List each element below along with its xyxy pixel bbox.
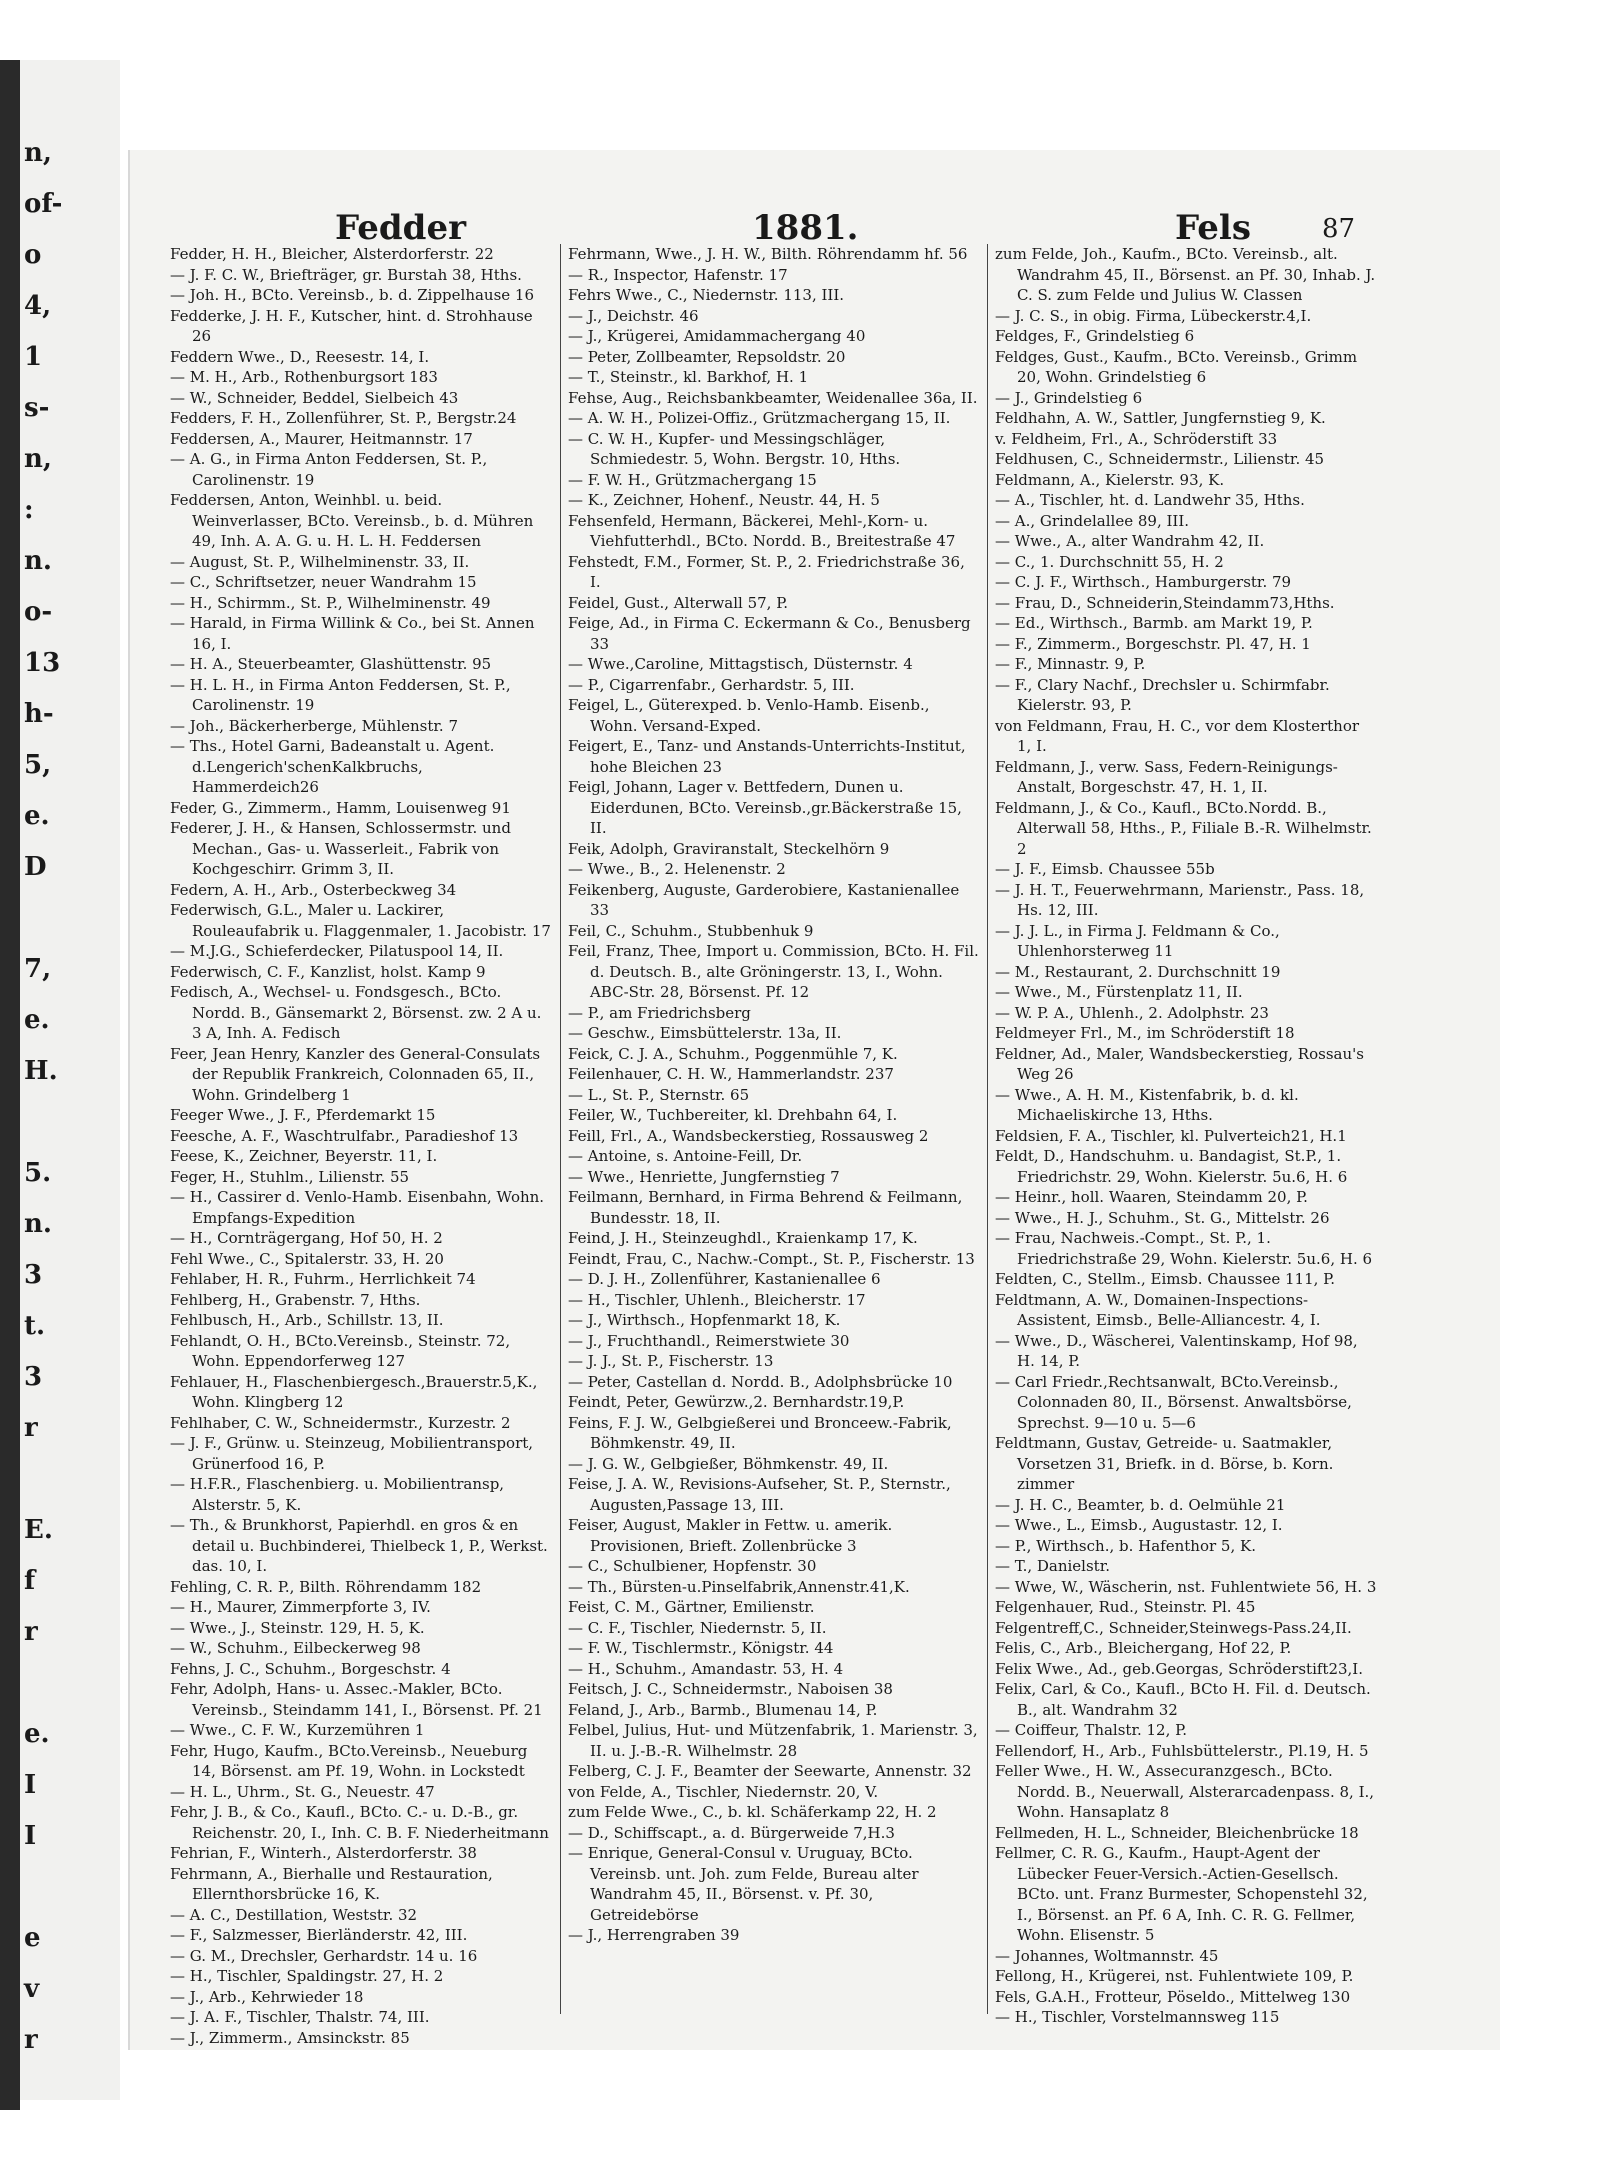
directory-entry: Feick, C. J. A., Schuhm., Poggenmühle 7, K. (568, 1044, 898, 1063)
previous-page-fragment: D (24, 852, 47, 882)
header-year: 1881. (752, 208, 859, 248)
directory-entry: Fehsenfeld, Hermann, Bäckerei, Mehl-,Korn- u. Viehfutterhdl., BCto. Nordd. B., Breitestraße 47 (568, 511, 956, 550)
previous-page-fragment: 7, (24, 954, 52, 984)
directory-entry: — J., Krügerei, Amidammachergang 40 (568, 327, 866, 345)
directory-entry: — Th., & Brunkhorst, Papierhdl. en gros & en detail u. Buchbinderei, Thielbeck 1, P., Werkst. das. 10, I. (170, 1516, 548, 1575)
header-right-word: Fels (1175, 208, 1251, 248)
directory-entry: — J., Grindelstieg 6 (995, 388, 1143, 407)
directory-entry: Fellmer, C. R. G., Kaufm., Haupt-Agent der Lübecker Feuer-Versich.-Actien-Gesellsch. BCto. unt. Franz Burmester, Schopenstehl 32, I., Börsenst. an Pf. 6 A, Inh. C. R. G. Fellmer, Wohn. Elisenstr. 5 (995, 1844, 1368, 1944)
directory-entry: Fedderke, J. H. F., Kutscher, hint. d. Strohhause 26 (170, 306, 533, 345)
directory-entry: — H.F.R., Flaschenbierg. u. Mobilientransp, Alsterstr. 5, K. (170, 1475, 505, 1514)
directory-entry: — H., Schuhm., Amandastr. 53, H. 4 (568, 1659, 844, 1678)
directory-entry: — F. W., Tischlermstr., Königstr. 44 (568, 1639, 834, 1657)
directory-entry: Federwisch, C. F., Kanzlist, holst. Kamp 9 (170, 962, 486, 981)
directory-entry: — Ed., Wirthsch., Barmb. am Markt 19, P. (995, 614, 1313, 632)
directory-entry: — H. L. H., in Firma Anton Feddersen, St. P., Carolinenstr. 19 (170, 675, 511, 714)
directory-entry: — Carl Friedr.,Rechtsanwalt, BCto.Vereinsb., Colonnaden 80, II., Börsenst. Anwaltsbörse, Sprechst. 9—10 u. 5—6 (995, 1372, 1352, 1432)
previous-page-fragment: r (24, 1617, 38, 1647)
directory-entry: — J. F. C. W., Briefträger, gr. Burstah 38, Hths. (170, 265, 522, 284)
directory-entry: — Wwe.,Caroline, Mittagstisch, Düsternstr. 4 (568, 655, 913, 673)
directory-entry: — W., Schneider, Beddel, Sielbeich 43 (170, 388, 459, 407)
directory-entry: — J. A. F., Tischler, Thalstr. 74, III. (170, 2008, 430, 2026)
previous-page-fragment: t. (24, 1311, 46, 1341)
directory-entry: — Heinr., holl. Waaren, Steindamm 20, P. (995, 1188, 1308, 1206)
directory-entry: Fehstedt, F.M., Former, St. P., 2. Friedrichstraße 36, I. (568, 552, 965, 591)
directory-entry: Felgentreff,C., Schneider,Steinwegs-Pass.24,II. (995, 1618, 1352, 1637)
directory-entry: Feldten, C., Stellm., Eimsb. Chaussee 111, P. (995, 1270, 1335, 1288)
previous-page-fragment: f (24, 1566, 36, 1596)
previous-page-fragment: e. (24, 801, 50, 831)
directory-entry: Feldmeyer Frl., M., im Schröderstift 18 (995, 1024, 1295, 1042)
directory-entry: Fehlhaber, C. W., Schneidermstr., Kurzestr. 2 (170, 1413, 511, 1432)
directory-entry: — H., Cassirer d. Venlo-Hamb. Eisenbahn, Wohn. Empfangs-Expedition (170, 1188, 545, 1227)
previous-page-fragment: o- (24, 597, 53, 627)
directory-entry: von Feldmann, Frau, H. C., vor dem Klosterthor 1, I. (995, 716, 1360, 755)
directory-entry: Fehrian, F., Winterh., Alsterdorferstr. 38 (170, 1844, 477, 1862)
directory-entry: — M. H., Arb., Rothenburgsort 183 (170, 368, 438, 386)
directory-entry: — Coiffeur, Thalstr. 12, P. (995, 1721, 1187, 1739)
directory-entry: Fellong, H., Krügerei, nst. Fuhlentwiete 109, P. (995, 1967, 1354, 1985)
previous-page-fragment: r (24, 1413, 38, 1443)
directory-entry: Feller Wwe., H. W., Assecuranzgesch., BCto. Nordd. B., Neuerwall, Alsterarcadenpass. 8, I., Wohn. Hansaplatz 8 (995, 1762, 1375, 1821)
directory-entry: — J., Wirthsch., Hopfenmarkt 18, K. (568, 1311, 841, 1329)
directory-entry: — C. W. H., Kupfer- und Messingschläger, Schmiedestr. 5, Wohn. Bergstr. 10, Hths. (568, 429, 901, 468)
directory-entry: — P., Wirthsch., b. Hafenthor 5, K. (995, 1536, 1256, 1555)
directory-entry: — Wwe., A., alter Wandrahm 42, II. (995, 532, 1265, 550)
directory-entry: — H., Tischler, Vorstelmannsweg 115 (995, 2008, 1280, 2026)
directory-entry: — Wwe., J., Steinstr. 129, H. 5, K. (170, 1618, 425, 1637)
directory-entry: Fehlberg, H., Grabenstr. 7, Hths. (170, 1290, 421, 1309)
directory-entry: zum Felde Wwe., C., b. kl. Schäferkamp 22, H. 2 (568, 1803, 937, 1821)
directory-entry: — Peter, Zollbeamter, Repsoldstr. 20 (568, 347, 846, 366)
directory-entry: Fehlaber, H. R., Fuhrm., Herrlichkeit 74 (170, 1270, 476, 1288)
directory-entry: Feins, F. J. W., Gelbgießerei und Bronceew.-Fabrik, Böhmkenstr. 49, II. (568, 1413, 952, 1452)
previous-page-fragment: 13 (24, 648, 61, 678)
directory-entry: Feikenberg, Auguste, Garderobiere, Kastanienallee 33 (568, 880, 960, 919)
directory-entry: — Antoine, s. Antoine-Feill, Dr. (568, 1147, 803, 1165)
directory-entry: — Wwe., A. H. M., Kistenfabrik, b. d. kl. Michaeliskirche 13, Hths. (995, 1085, 1299, 1124)
directory-entry: Feill, Frl., A., Wandsbeckerstieg, Rossausweg 2 (568, 1126, 929, 1145)
directory-entry: Feldt, D., Handschuhm. u. Bandagist, St.P., 1. Friedrichstr. 29, Wohn. Kielerstr. 5u.6, H. 6 (995, 1147, 1348, 1186)
directory-entry: Feldtmann, A. W., Domainen-Inspections-Assistent, Eimsb., Belle-Alliancestr. 4, I. (995, 1290, 1321, 1329)
directory-entry: Feind, J. H., Steinzeughdl., Kraienkamp 17, K. (568, 1229, 918, 1247)
directory-entry: — C., 1. Durchschnitt 55, H. 2 (995, 552, 1224, 571)
directory-entry: Fehrmann, Wwe., J. H. W., Bilth. Röhrendamm hf. 56 (568, 245, 968, 263)
directory-entry: Feer, Jean Henry, Kanzler des General-Consulats der Republik Frankreich, Colonnaden 65, II., Wohn. Grindelberg 1 (170, 1044, 541, 1104)
previous-page-fragment: 5, (24, 750, 52, 780)
directory-entry: — Ths., Hotel Garni, Badeanstalt u. Agent. d.Lengerich'schenKalkbruchs, Hammerdeich26 (170, 737, 495, 796)
directory-entry: Felis, C., Arb., Bleichergang, Hof 22, P. (995, 1639, 1292, 1657)
directory-entry: Fedders, F. H., Zollenführer, St. P., Bergstr.24 (170, 409, 517, 427)
binding-shadow (0, 60, 20, 2110)
directory-entry: Feise, J. A. W., Revisions-Aufseher, St. P., Sternstr., Augusten,Passage 13, III. (568, 1475, 951, 1514)
directory-entry: — August, St. P., Wilhelminenstr. 33, II. (170, 552, 470, 571)
directory-entry: — A., Grindelallee 89, III. (995, 511, 1190, 530)
directory-entry: Feeger Wwe., J. F., Pferdemarkt 15 (170, 1106, 436, 1124)
directory-entry: Feil, C., Schuhm., Stubbenhuk 9 (568, 921, 814, 940)
directory-entry: Felberg, C. J. F., Beamter der Seewarte, Annenstr. 32 (568, 1762, 972, 1780)
directory-entry: Fehlandt, O. H., BCto.Vereinsb., Steinstr. 72, Wohn. Eppendorferweg 127 (170, 1331, 511, 1370)
directory-entry: Feigl, Johann, Lager v. Bettfedern, Dunen u. Eiderdunen, BCto. Vereinsb.,gr.Bäckerstraße 15, II. (568, 778, 962, 837)
directory-entry: Feldmann, A., Kielerstr. 93, K. (995, 470, 1225, 489)
directory-entry: Felbel, Julius, Hut- und Mützenfabrik, 1. Marienstr. 3, II. u. J.-B.-R. Wilhelmstr. 28 (568, 1721, 978, 1760)
directory-entry: Fedisch, A., Wechsel- u. Fondsgesch., BCto. Nordd. B., Gänsemarkt 2, Börsenst. zw. 2 A u. 3 A, Inh. A. Fedisch (170, 983, 542, 1042)
directory-entry: Fehlauer, H., Flaschenbiergesch.,Brauerstr.5,K., Wohn. Klingberg 12 (170, 1372, 538, 1411)
previous-page-fragment: : (24, 495, 34, 525)
directory-entry: Feidel, Gust., Alterwall 57, P. (568, 593, 789, 612)
column-2 (568, 244, 980, 2024)
previous-page-fragment: h- (24, 699, 54, 729)
directory-entry: — J. H. T., Feuerwehrmann, Marienstr., Pass. 18, Hs. 12, III. (995, 880, 1365, 919)
directory-entry: — A. C., Destillation, Weststr. 32 (170, 1905, 418, 1924)
directory-entry: Feik, Adolph, Graviranstalt, Steckelhörn 9 (568, 839, 890, 858)
directory-entry: — K., Zeichner, Hohenf., Neustr. 44, H. 5 (568, 491, 880, 509)
previous-page-fragment: E. (24, 1515, 53, 1545)
directory-entry: Fehling, C. R. P., Bilth. Röhrendamm 182 (170, 1577, 482, 1596)
previous-page-fragment: n, (24, 444, 52, 474)
previous-page-fragment: I (24, 1770, 37, 1800)
directory-entry: Feiler, W., Tuchbereiter, kl. Drehbahn 64, I. (568, 1106, 898, 1124)
previous-page-fragment: 3 (24, 1260, 43, 1290)
previous-page-fragment: n. (24, 546, 52, 576)
previous-page-fragment: e. (24, 1719, 50, 1749)
directory-entry: — Wwe, W., Wäscherin, nst. Fuhlentwiete 56, H. 3 (995, 1577, 1377, 1596)
directory-entry: Fehrmann, A., Bierhalle und Restauration, Ellernthorsbrücke 16, K. (170, 1864, 493, 1903)
directory-entry: — W. P. A., Uhlenh., 2. Adolphstr. 23 (995, 1003, 1269, 1022)
directory-entry: — Joh. H., BCto. Vereinsb., b. d. Zippelhause 16 (170, 286, 535, 304)
previous-page-fragment: e. (24, 1005, 50, 1035)
directory-entry: — C., Schriftsetzer, neuer Wandrahm 15 (170, 573, 477, 591)
directory-entry: Feland, J., Arb., Barmb., Blumenau 14, P. (568, 1700, 878, 1719)
directory-entry: von Felde, A., Tischler, Niedernstr. 20, V. (568, 1782, 879, 1801)
previous-page-fragment: r (24, 2025, 38, 2055)
directory-entry: — H. L., Uhrm., St. G., Neuestr. 47 (170, 1782, 435, 1801)
directory-entry: Federer, J. H., & Hansen, Schlossermstr. und Mechan., Gas- u. Wasserleit., Fabrik von Kochgeschirr. Grimm 3, II. (170, 819, 511, 878)
column-1 (170, 244, 552, 2047)
directory-entry: Fehr, Hugo, Kaufm., BCto.Vereinsb., Neueburg 14, Börsenst. am Pf. 19, Wohn. in Lockstedt (170, 1741, 528, 1780)
directory-entry: — D. J. H., Zollenführer, Kastanienallee 6 (568, 1270, 881, 1288)
directory-entry: Fellendorf, H., Arb., Fuhlsbüttelerstr., Pl.19, H. 5 (995, 1741, 1369, 1760)
directory-entry: — D., Schiffscapt., a. d. Bürgerweide 7,H.3 (568, 1823, 895, 1842)
previous-page-fragment: 3 (24, 1362, 43, 1392)
directory-entry: — J. F., Grünw. u. Steinzeug, Mobilientransport, Grünerfood 16, P. (170, 1434, 534, 1473)
directory-entry: — F. W. H., Grützmachergang 15 (568, 470, 817, 489)
directory-entry: Feigel, L., Güterexped. b. Venlo-Hamb. Eisenb., Wohn. Versand-Exped. (568, 696, 930, 735)
directory-entry: — A., Tischler, ht. d. Landwehr 35, Hths. (995, 491, 1305, 509)
directory-entry: Fehrs Wwe., C., Niedernstr. 113, III. (568, 286, 845, 304)
directory-entry: Felgenhauer, Rud., Steinstr. Pl. 45 (995, 1598, 1256, 1616)
directory-entry: — Joh., Bäckerherberge, Mühlenstr. 7 (170, 716, 458, 735)
directory-entry: Felix Wwe., Ad., geb.Georgas, Schröderstift23,I. (995, 1659, 1363, 1678)
directory-entry: — J., Deichstr. 46 (568, 306, 699, 325)
page-number: 87 (1322, 214, 1356, 244)
directory-entry: — A. W. H., Polizei-Offiz., Grützmachergang 15, II. (568, 409, 951, 427)
directory-entry: — F., Clary Nachf., Drechsler u. Schirmfabr. Kielerstr. 93, P. (995, 675, 1330, 714)
directory-entry: Feldsien, F. A., Tischler, kl. Pulverteich21, H.1 (995, 1126, 1347, 1145)
previous-page-fragment: s- (24, 393, 50, 423)
directory-entry: Feddersen, A., Maurer, Heitmannstr. 17 (170, 429, 473, 448)
directory-entry: — H., Maurer, Zimmerpforte 3, IV. (170, 1598, 431, 1616)
directory-entry: — J. J. L., in Firma J. Feldmann & Co., Uhlenhorsterweg 11 (995, 921, 1280, 960)
previous-page-fragment: 5. (24, 1158, 52, 1188)
directory-entry: — H., Tischler, Spaldingstr. 27, H. 2 (170, 1967, 444, 1985)
previous-page-fragment: n, (24, 138, 52, 168)
directory-entry: Feldhahn, A. W., Sattler, Jungfernstieg 9, K. (995, 409, 1326, 427)
directory-entry: — Wwe., H. J., Schuhm., St. G., Mittelstr. 26 (995, 1208, 1330, 1227)
directory-entry: — M., Restaurant, 2. Durchschnitt 19 (995, 962, 1281, 981)
directory-entry: — Frau, D., Schneiderin,Steindamm73,Hths. (995, 593, 1335, 612)
directory-entry: — J. C. S., in obig. Firma, Lübeckerstr.4,I. (995, 306, 1312, 325)
directory-entry: Feiser, August, Makler in Fettw. u. amerik. Provisionen, Brieft. Zollenbrücke 3 (568, 1516, 893, 1555)
directory-entry: — C., Schulbiener, Hopfenstr. 30 (568, 1557, 817, 1575)
directory-entry: Feilenhauer, C. H. W., Hammerlandstr. 237 (568, 1065, 894, 1083)
directory-entry: Feger, H., Stuhlm., Lilienstr. 55 (170, 1167, 410, 1186)
directory-entry: Feldner, Ad., Maler, Wandsbeckerstieg, Rossau's Weg 26 (995, 1044, 1364, 1083)
directory-entry: Feindt, Peter, Gewürzw.,2. Bernhardstr.19,P. (568, 1393, 905, 1411)
directory-entry: Fehlbusch, H., Arb., Schillstr. 13, II. (170, 1311, 444, 1329)
previous-page-fragment: H. (24, 1056, 58, 1086)
previous-page-fragment: n. (24, 1209, 52, 1239)
directory-entry: Feilmann, Bernhard, in Firma Behrend & Feilmann, Bundesstr. 18, II. (568, 1188, 963, 1227)
previous-page-fragment: of- (24, 189, 63, 219)
directory-entry: Feddern Wwe., D., Reesestr. 14, I. (170, 347, 430, 366)
directory-entry: Feil, Franz, Thee, Import u. Commission, BCto. H. Fil. d. Deutsch. B., alte Gröningerstr. 13, I., Wohn. ABC-Str. 28, Börsenst. Pf. 12 (568, 942, 979, 1001)
directory-entry: — C. J. F., Wirthsch., Hamburgerstr. 79 (995, 573, 1292, 591)
column-rule-1 (560, 244, 561, 2014)
directory-entry: — J. H. C., Beamter, b. d. Oelmühle 21 (995, 1495, 1286, 1514)
directory-entry: — Peter, Castellan d. Nordd. B., Adolphsbrücke 10 (568, 1372, 953, 1391)
directory-entry: — H. A., Steuerbeamter, Glashüttenstr. 95 (170, 655, 492, 673)
directory-entry: Federwisch, G.L., Maler u. Lackirer, Rouleaufabrik u. Flaggenmaler, 1. Jacobistr. 17 (170, 901, 551, 940)
directory-entry: — F., Minnastr. 9, P. (995, 655, 1146, 673)
directory-entry: Feige, Ad., in Firma C. Eckermann & Co., Benusberg 33 (568, 614, 971, 653)
directory-entry: Fellmeden, H. L., Schneider, Bleichenbrücke 18 (995, 1823, 1359, 1842)
directory-entry: — Enrique, General-Consul v. Uruguay, BCto. Vereinsb. unt. Joh. zum Felde, Bureau alter Wandrahm 45, II., Börsenst. v. Pf. 30, Getreidebörse (568, 1844, 919, 1924)
directory-entry: — J. G. W., Gelbgießer, Böhmkenstr. 49, II. (568, 1454, 889, 1473)
directory-entry: Felix, Carl, & Co., Kaufl., BCto H. Fil. d. Deutsch. B., alt. Wandrahm 32 (995, 1680, 1371, 1719)
directory-entry: zum Felde, Joh., Kaufm., BCto. Vereinsb., alt. Wandrahm 45, II., Börsenst. an Pf. 30, Inhab. J. C. S. zum Felde und Julius W. Classen (995, 245, 1376, 304)
directory-entry: — J., Fruchthandl., Reimerstwiete 30 (568, 1331, 850, 1350)
directory-entry: — W., Schuhm., Eilbeckerweg 98 (170, 1639, 421, 1657)
directory-entry: — J., Zimmerm., Amsinckstr. 85 (170, 2028, 410, 2047)
directory-entry: — A. G., in Firma Anton Feddersen, St. P., Carolinenstr. 19 (170, 450, 488, 489)
directory-entry: Feder, G., Zimmerm., Hamm, Louisenweg 91 (170, 798, 511, 817)
directory-entry: — Johannes, Woltmannstr. 45 (995, 1946, 1219, 1965)
directory-entry: Federn, A. H., Arb., Osterbeckweg 34 (170, 880, 457, 899)
directory-entry: — L., St. P., Sternstr. 65 (568, 1085, 750, 1104)
directory-entry: Feldmann, J., & Co., Kaufl., BCto.Nordd. B., Alterwall 58, Hths., P., Filiale B.-R. Wilhelmstr. 2 (995, 798, 1372, 858)
previous-page-fragment: o (24, 240, 42, 270)
directory-entry: Feesche, A. F., Waschtrulfabr., Paradieshof 13 (170, 1126, 519, 1145)
directory-entry: Feindt, Frau, C., Nachw.-Compt., St. P., Fischerstr. 13 (568, 1249, 975, 1268)
directory-entry: — J., Herrengraben 39 (568, 1926, 740, 1944)
directory-entry: Fehr, J. B., & Co., Kaufl., BCto. C.- u. D.-B., gr. Reichenstr. 20, I., Inh. C. B. F. Niederheitmann (170, 1803, 549, 1842)
directory-entry: Feddersen, Anton, Weinhbl. u. beid. Weinverlasser, BCto. Vereinsb., b. d. Mühren 49, Inh. A. A. G. u. H. L. H. Feddersen (170, 491, 534, 550)
directory-entry: Fedder, H. H., Bleicher, Alsterdorferstr. 22 (170, 245, 494, 263)
previous-page-edge (20, 60, 120, 2100)
previous-page-fragment: e (24, 1923, 41, 1953)
directory-entry: v. Feldheim, Frl., A., Schröderstift 33 (995, 429, 1278, 448)
directory-entry: Feese, K., Zeichner, Beyerstr. 11, I. (170, 1147, 438, 1165)
directory-entry: — Harald, in Firma Willink & Co., bei St. Annen 16, I. (170, 614, 535, 653)
directory-entry: — T., Steinstr., kl. Barkhof, H. 1 (568, 368, 809, 386)
directory-entry: — H., Tischler, Uhlenh., Bleicherstr. 17 (568, 1290, 866, 1309)
previous-page-fragment: 4, (24, 291, 52, 321)
column-rule-2 (987, 244, 988, 2014)
directory-entry: — J. F., Eimsb. Chaussee 55b (995, 860, 1215, 878)
directory-entry: Feldges, F., Grindelstieg 6 (995, 327, 1195, 345)
directory-entry: — Wwe., B., 2. Helenenstr. 2 (568, 860, 786, 878)
previous-page-fragment: I (24, 1821, 37, 1851)
column-3 (995, 244, 1378, 2024)
directory-entry: Feldmann, J., verw. Sass, Federn-Reinigungs-Anstalt, Borgeschstr. 47, H. 1, II. (995, 757, 1338, 796)
directory-entry: Feitsch, J. C., Schneidermstr., Naboisen 38 (568, 1680, 893, 1698)
previous-page-fragment: v (24, 1974, 40, 2004)
directory-entry: — T., Danielstr. (995, 1557, 1110, 1575)
directory-entry: Feldtmann, Gustav, Getreide- u. Saatmakler, Vorsetzen 31, Briefk. in d. Börse, b. Korn. zimmer (995, 1434, 1334, 1493)
directory-entry: Feist, C. M., Gärtner, Emilienstr. (568, 1598, 815, 1616)
directory-entry: Fehr, Adolph, Hans- u. Assec.-Makler, BCto. Vereinsb., Steindamm 141, I., Börsenst. Pf. 21 (170, 1680, 543, 1719)
directory-entry: — Wwe., L., Eimsb., Augustastr. 12, I. (995, 1516, 1283, 1534)
directory-entry: — F., Salzmesser, Bierländerstr. 42, III. (170, 1926, 468, 1944)
directory-entry: — P., Cigarrenfabr., Gerhardstr. 5, III. (568, 675, 855, 694)
directory-entry: Fehl Wwe., C., Spitalerstr. 33, H. 20 (170, 1249, 444, 1268)
directory-entry: — H., Schirmm., St. P., Wilhelminenstr. 49 (170, 593, 491, 612)
directory-entry: — F., Zimmerm., Borgeschstr. Pl. 47, H. 1 (995, 634, 1311, 653)
directory-entry: — Wwe., M., Fürstenplatz 11, II. (995, 983, 1243, 1001)
directory-entry: — C. F., Tischler, Niedernstr. 5, II. (568, 1618, 827, 1637)
directory-entry: Fehns, J. C., Schuhm., Borgeschstr. 4 (170, 1659, 451, 1678)
directory-entry: Feigert, E., Tanz- und Anstands-Unterrichts-Institut, hohe Bleichen 23 (568, 737, 966, 776)
directory-entry: — J., Arb., Kehrwieder 18 (170, 1987, 364, 2006)
directory-entry: — Th., Bürsten-u.Pinselfabrik,Annenstr.41,K. (568, 1577, 910, 1596)
directory-entry: — Wwe., C. F. W., Kurzemühren 1 (170, 1721, 425, 1739)
directory-entry: — H., Cornträgergang, Hof 50, H. 2 (170, 1229, 443, 1247)
directory-entry: Feldhusen, C., Schneidermstr., Lilienstr. 45 (995, 450, 1325, 468)
directory-entry: — R., Inspector, Hafenstr. 17 (568, 265, 788, 284)
directory-entry: — Wwe., Henriette, Jungfernstieg 7 (568, 1167, 840, 1186)
directory-entry: Fels, G.A.H., Frotteur, Pöseldo., Mittelweg 130 (995, 1987, 1351, 2006)
header-left-word: Fedder (335, 208, 467, 248)
previous-page-fragment: 1 (24, 342, 43, 372)
directory-entry: — G. M., Drechsler, Gerhardstr. 14 u. 16 (170, 1946, 478, 1965)
directory-entry: — M.J.G., Schieferdecker, Pilatuspool 14, II. (170, 942, 504, 960)
directory-entry: — Wwe., D., Wäscherei, Valentinskamp, Hof 98, H. 14, P. (995, 1331, 1358, 1370)
directory-entry: — Frau, Nachweis.-Compt., St. P., 1. Friedrichstraße 29, Wohn. Kielerstr. 5u.6, H. 6 (995, 1229, 1373, 1268)
directory-entry: Feldges, Gust., Kaufm., BCto. Vereinsb., Grimm 20, Wohn. Grindelstieg 6 (995, 347, 1358, 386)
directory-entry: — J. J., St. P., Fischerstr. 13 (568, 1352, 774, 1370)
directory-entry: — P., am Friedrichsberg (568, 1003, 751, 1022)
directory-entry: Fehse, Aug., Reichsbankbeamter, Weidenallee 36a, II. (568, 388, 978, 407)
directory-entry: — Geschw., Eimsbüttelerstr. 13a, II. (568, 1024, 842, 1042)
